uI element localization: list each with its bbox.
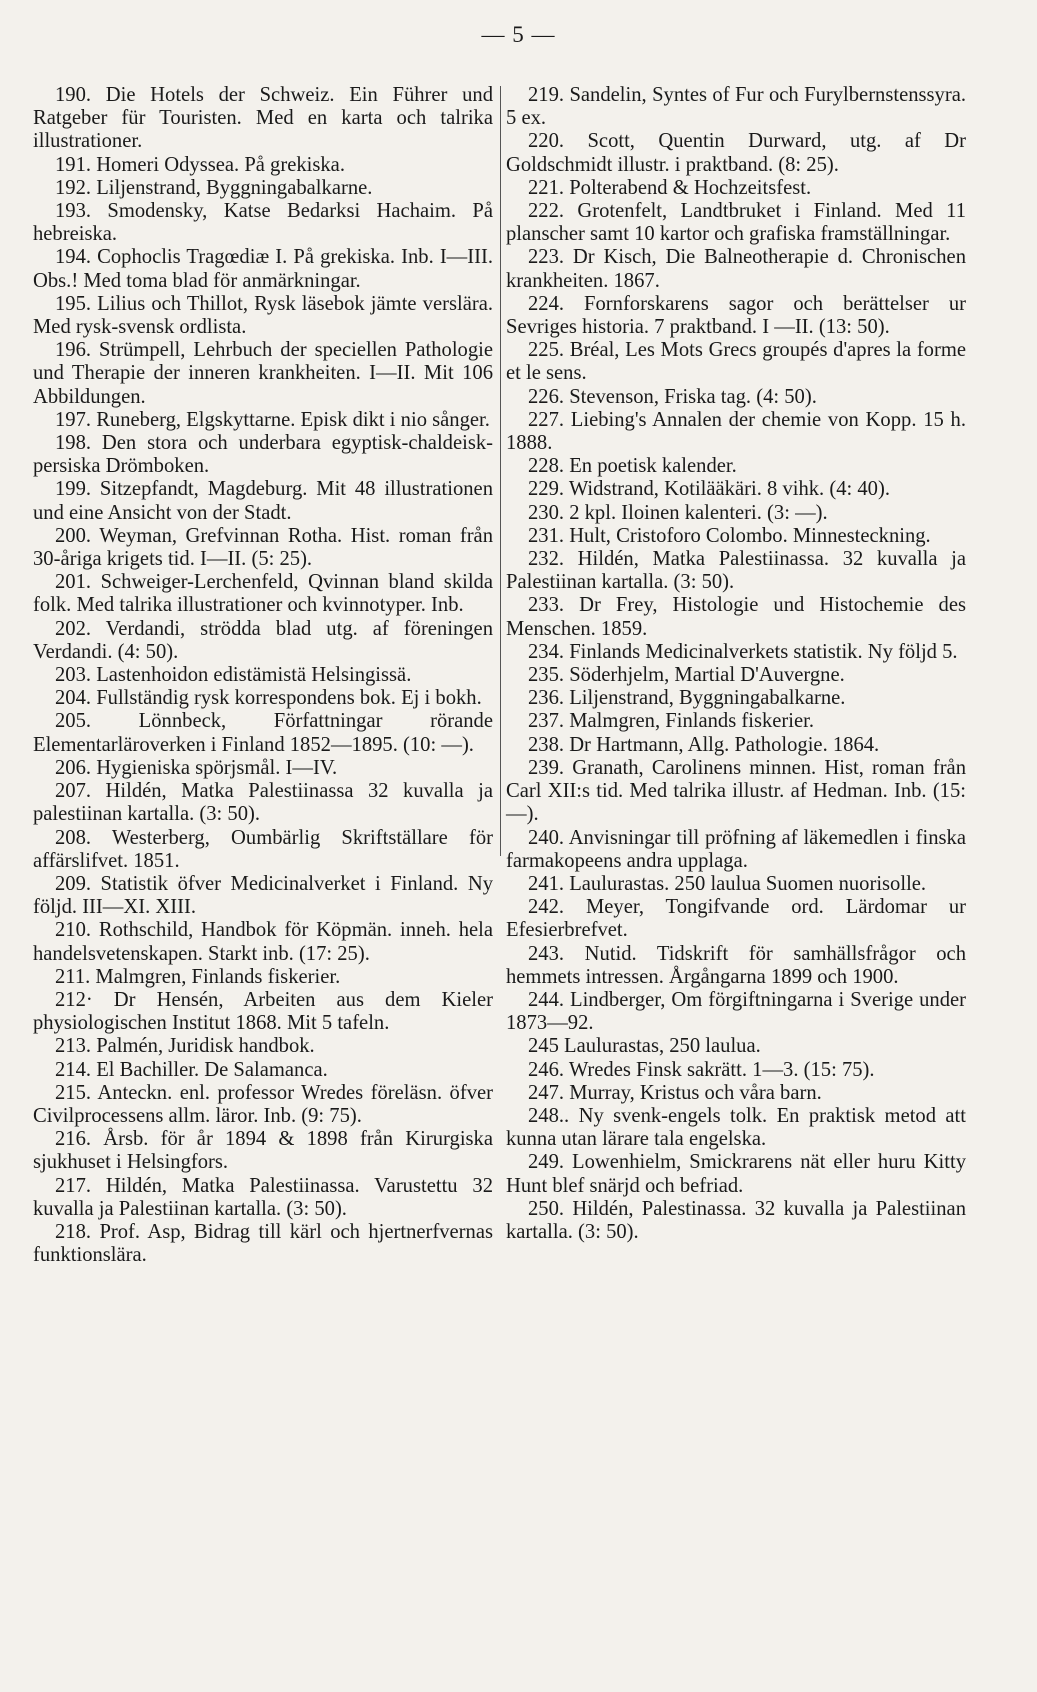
catalog-entry: 248.. Ny svenk-engels tolk. En praktisk metod att kunna utan lärare tala engelska. bbox=[506, 1104, 966, 1151]
column-divider bbox=[500, 86, 501, 856]
catalog-entry: 232. Hildén, Matka Palestiinassa. 32 kuvalla ja Palestiinan kartalla. (3: 50). bbox=[506, 548, 966, 594]
catalog-entry: 230. 2 kpl. Iloinen kalenteri. (3: —). bbox=[528, 501, 828, 524]
catalog-entry: 197. Runeberg, Elgskyttarne. Episk dikt i nio sånger. bbox=[55, 408, 490, 431]
catalog-entry: 224. Fornforskarens sagor och berättelser ur Sevriges historia. 7 praktband. I —II. (13: 50). bbox=[506, 292, 966, 339]
catalog-entry: 244. Lindberger, Om förgiftningarna i Sverige under 1873—92. bbox=[506, 988, 966, 1035]
catalog-entry: 206. Hygieniska spörjsmål. I—IV. bbox=[55, 756, 338, 779]
catalog-entry: 210. Rothschild, Handbok för Köpmän. inneh. hela handelsvetenskapen. Starkt inb. (17: 25). bbox=[33, 919, 493, 965]
catalog-entry: 225. Bréal, Les Mots Grecs groupés d'apres la forme et le sens. bbox=[506, 339, 966, 385]
catalog-entry: 249. Lowenhielm, Smickrarens nät eller huru Kitty Hunt blef snärjd och befriad. bbox=[506, 1151, 966, 1197]
catalog-entry: 246. Wredes Finsk sakrätt. 1—3. (15: 75). bbox=[528, 1058, 875, 1081]
catalog-entry: 209. Statistik öfver Medicinalverket i Finland. Ny följd. III—XI. XIII. bbox=[33, 872, 493, 919]
catalog-entry: 242. Meyer, Tongifvande ord. Lärdomar ur Efesierbrefvet. bbox=[506, 896, 966, 942]
catalog-entry: 221. Polterabend & Hochzeitsfest. bbox=[528, 176, 812, 199]
catalog-entry: 198. Den stora och underbara egyptisk-chaldeisk-persiska Drömboken. bbox=[33, 432, 493, 478]
catalog-entry: 223. Dr Kisch, Die Balneotherapie d. Chronischen krankheiten. 1867. bbox=[506, 246, 966, 292]
catalog-entry: 216. Årsb. för år 1894 & 1898 från Kirurgiska sjukhuset i Helsingfors. bbox=[33, 1128, 493, 1174]
catalog-entry: 240. Anvisningar till pröfning af läkemedlen i finska farmakopeens andra upplaga. bbox=[506, 826, 966, 872]
catalog-entry: 233. Dr Frey, Histologie und Histochemie des Menschen. 1859. bbox=[506, 594, 966, 640]
catalog-entry: 213. Palmén, Juridisk handbok. bbox=[55, 1035, 315, 1058]
catalog-entry: 190. Die Hotels der Schweiz. Ein Führer und Ratgeber für Touristen. Med en karta och talrika illustrationer. bbox=[33, 84, 493, 153]
catalog-entry: 205. Lönnbeck, Författningar rörande Elementarläroverken i Finland 1852—1895. (10: —). bbox=[33, 710, 493, 756]
catalog-entry: 191. Homeri Odyssea. På grekiska. bbox=[55, 153, 345, 176]
catalog-entry: 196. Strümpell, Lehrbuch der speciellen Pathologie und Therapie der inneren krankheiten. I—II. Mit 106 Abbildungen. bbox=[33, 339, 493, 408]
left-column bbox=[33, 84, 493, 1267]
catalog-entry: 200. Weyman, Grefvinnan Rotha. Hist. roman från 30-åriga krigets tid. I—II. (5: 25). bbox=[33, 524, 493, 571]
catalog-entry: 243. Nutid. Tidskrift för samhällsfrågor och hemmets intressen. Årgångarna 1899 och 1900. bbox=[506, 942, 966, 988]
right-column bbox=[506, 84, 966, 1244]
catalog-entry: 229. Widstrand, Kotilääkäri. 8 vihk. (4: 40). bbox=[528, 478, 890, 501]
catalog-entry: 231. Hult, Cristoforo Colombo. Minnesteckning. bbox=[528, 524, 931, 547]
page-number: — 5 — bbox=[481, 22, 556, 47]
catalog-entry: 227. Liebing's Annalen der chemie von Kopp. 15 h. 1888. bbox=[506, 408, 966, 455]
catalog-entry: 194. Cophoclis Tragœdiæ I. På grekiska. Inb. I—III. Obs.! Med toma blad för anmärkningar. bbox=[33, 246, 493, 292]
catalog-entry: 234. Finlands Medicinalverkets statistik. Ny följd 5. bbox=[528, 640, 958, 663]
catalog-entry: 211. Malmgren, Finlands fiskerier. bbox=[55, 965, 341, 988]
catalog-entry: 238. Dr Hartmann, Allg. Pathologie. 1864. bbox=[528, 733, 880, 756]
catalog-entry: 241. Laulurastas. 250 laulua Suomen nuorisolle. bbox=[528, 872, 927, 895]
catalog-entry: 222. Grotenfelt, Landtbruket i Finland. Med 11 planscher samt 10 kartor och grafiska framställningar. bbox=[506, 200, 966, 246]
catalog-entry: 201. Schweiger-Lerchenfeld, Qvinnan bland skilda folk. Med talrika illustrationer och kvinnotyper. Inb. bbox=[33, 571, 493, 617]
catalog-entry: 192. Liljenstrand, Byggningabalkarne. bbox=[55, 176, 373, 199]
catalog-entry: 207. Hildén, Matka Palestiinassa 32 kuvalla ja palestiinan kartalla. (3: 50). bbox=[33, 780, 493, 826]
catalog-entry: 239. Granath, Carolinens minnen. Hist, roman från Carl XII:s tid. Med talrika illustr. af Hedman. Inb. (15: —). bbox=[506, 756, 966, 826]
catalog-entry: 218. Prof. Asp, Bidrag till kärl och hjertnerfvernas funktionslära. bbox=[33, 1220, 493, 1267]
catalog-entry: 199. Sitzepfandt, Magdeburg. Mit 48 illustrationen und eine Ansicht von der Stadt. bbox=[33, 478, 493, 524]
catalog-entry: 245 Laulurastas, 250 laulua. bbox=[528, 1035, 761, 1058]
catalog-entry: 219. Sandelin, Syntes of Fur och Furylbernstenssyra. 5 ex. bbox=[506, 84, 966, 130]
catalog-entry: 212· Dr Hensén, Arbeiten aus dem Kieler physiologischen Institut 1868. Mit 5 tafeln. bbox=[33, 988, 493, 1035]
catalog-entry: 220. Scott, Quentin Durward, utg. af Dr Goldschmidt illustr. i praktband. (8: 25). bbox=[506, 130, 966, 176]
catalog-entry: 228. En poetisk kalender. bbox=[528, 455, 737, 478]
catalog-entry: 203. Lastenhoidon edistämistä Helsingissä. bbox=[55, 664, 412, 687]
catalog-entry: 193. Smodensky, Katse Bedarksi Hachaim. På hebreiska. bbox=[33, 200, 493, 246]
catalog-entry: 226. Stevenson, Friska tag. (4: 50). bbox=[528, 385, 817, 408]
catalog-entry: 247. Murray, Kristus och våra barn. bbox=[528, 1081, 822, 1104]
catalog-entry: 215. Anteckn. enl. professor Wredes föreläsn. öfver Civilprocessens allm. läror. Inb. (9: 75). bbox=[33, 1081, 493, 1127]
catalog-entry: 236. Liljenstrand, Byggningabalkarne. bbox=[528, 687, 846, 710]
catalog-entry: 237. Malmgren, Finlands fiskerier. bbox=[528, 710, 814, 733]
catalog-entry: 208. Westerberg, Oumbärlig Skriftställare för affärslifvet. 1851. bbox=[33, 826, 493, 872]
catalog-entry: 195. Lilius och Thillot, Rysk läsebok jämte verslära. Med rysk-svensk ordlista. bbox=[33, 292, 493, 339]
catalog-entry: 250. Hildén, Palestinassa. 32 kuvalla ja Palestiinan kartalla. (3: 50). bbox=[506, 1197, 966, 1243]
catalog-entry: 214. El Bachiller. De Salamanca. bbox=[55, 1058, 328, 1081]
catalog-entry: 204. Fullständig rysk korrespondens bok. Ej i bokh. bbox=[55, 687, 482, 710]
catalog-entry: 217. Hildén, Matka Palestiinassa. Varustettu 32 kuvalla ja Palestiinan kartalla. (3: 50). bbox=[33, 1174, 493, 1220]
catalog-entry: 235. Söderhjelm, Martial D'Auvergne. bbox=[528, 664, 845, 687]
catalog-entry: 202. Verdandi, strödda blad utg. af föreningen Verdandi. (4: 50). bbox=[33, 617, 493, 663]
